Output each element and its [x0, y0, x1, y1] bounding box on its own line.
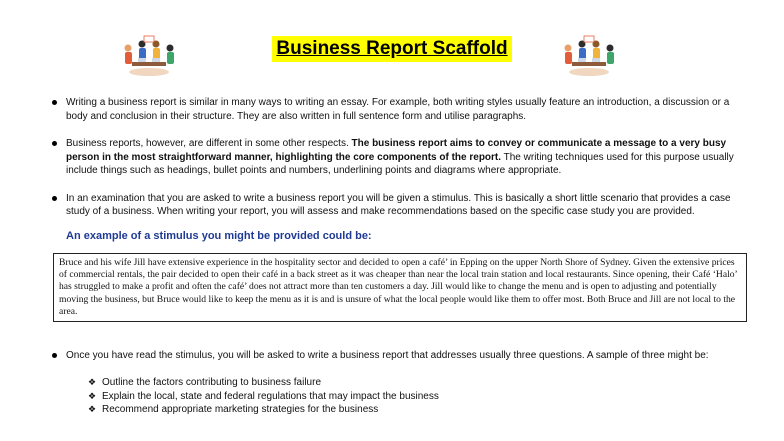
bullet-text: The writing techniques used for this purpose usually include things such as headings, bullet points and numbers, underlining points and diagrams where appropriate. [66, 151, 734, 176]
question-list [88, 376, 688, 417]
bullet-text: In an examination that you are asked to write a business report you will be given a stimulus. This is basically a short little scenario that provides a case study of a business. When writing your report, you will assess and make recommendations based on the specific case study you are provided. [66, 192, 731, 217]
question-text: Outline the factors contributing to business failure [102, 377, 322, 388]
question-text: Explain the local, state and federal regulations that may impact the business [102, 390, 439, 402]
bullet-item-questions-intro [52, 349, 766, 362]
stimulus-box: Bruce and his wife Jill have extensive experience in the hospitality sector and decided to open a café’ in Epping on the upper North Shore of Sydney. Given the extensive prices of commercial rentals, the pair decided to open their café in a back street as it was cheaper than near the local train station and local restaurants. Since opening, their Café ‘Halo’ has struggled to make a profit and often the café’ does not attract more than ten customers a day. Jill would like to change the menu and is open to adjusting and potentially moving the business, but Bruce would like to keep the menu as it is and is unsure of what the local people would like them to offer most. Both Bruce and Jill are not local to the area. [53, 253, 747, 322]
bullet-item-stimulus-intro [52, 192, 752, 219]
question-text: Recommend appropriate marketing strategies for the business [102, 404, 379, 415]
question-item [88, 376, 688, 390]
bullet-text: Writing a business report is similar in many ways to writing an essay. For example, both writing styles usually feature an introduction, a discussion or a body and conclusion in their structure. They are also written in full sentence form and utilise paragraphs. [66, 97, 730, 122]
bullet-item-essay-similarity [52, 96, 752, 123]
title-container [0, 36, 784, 62]
diamond-bullet-icon: ❖ [88, 404, 97, 414]
question-item [88, 403, 688, 417]
bullet-item-report-differences [52, 137, 752, 178]
diamond-bullet-icon: ❖ [88, 390, 97, 401]
stimulus-subheading: An example of a stimulus you might be provided could be: [66, 230, 372, 242]
question-item [88, 390, 688, 404]
bullet-text: Once you have read the stimulus, you will be asked to write a business report that addresses usually three questions. A sample of three might be: [66, 350, 709, 361]
bullet-bold-text: The business report aims to convey or communicate a message to a very busy person in the most straightforward manner, highlighting the core components of the report. [66, 138, 727, 163]
diamond-bullet-icon: ❖ [88, 377, 97, 387]
intro-bullet-list [52, 96, 752, 233]
page-title: Business Report Scaffold [272, 36, 511, 62]
bullet-text: Business reports, however, are different in some other respects. [66, 138, 352, 149]
